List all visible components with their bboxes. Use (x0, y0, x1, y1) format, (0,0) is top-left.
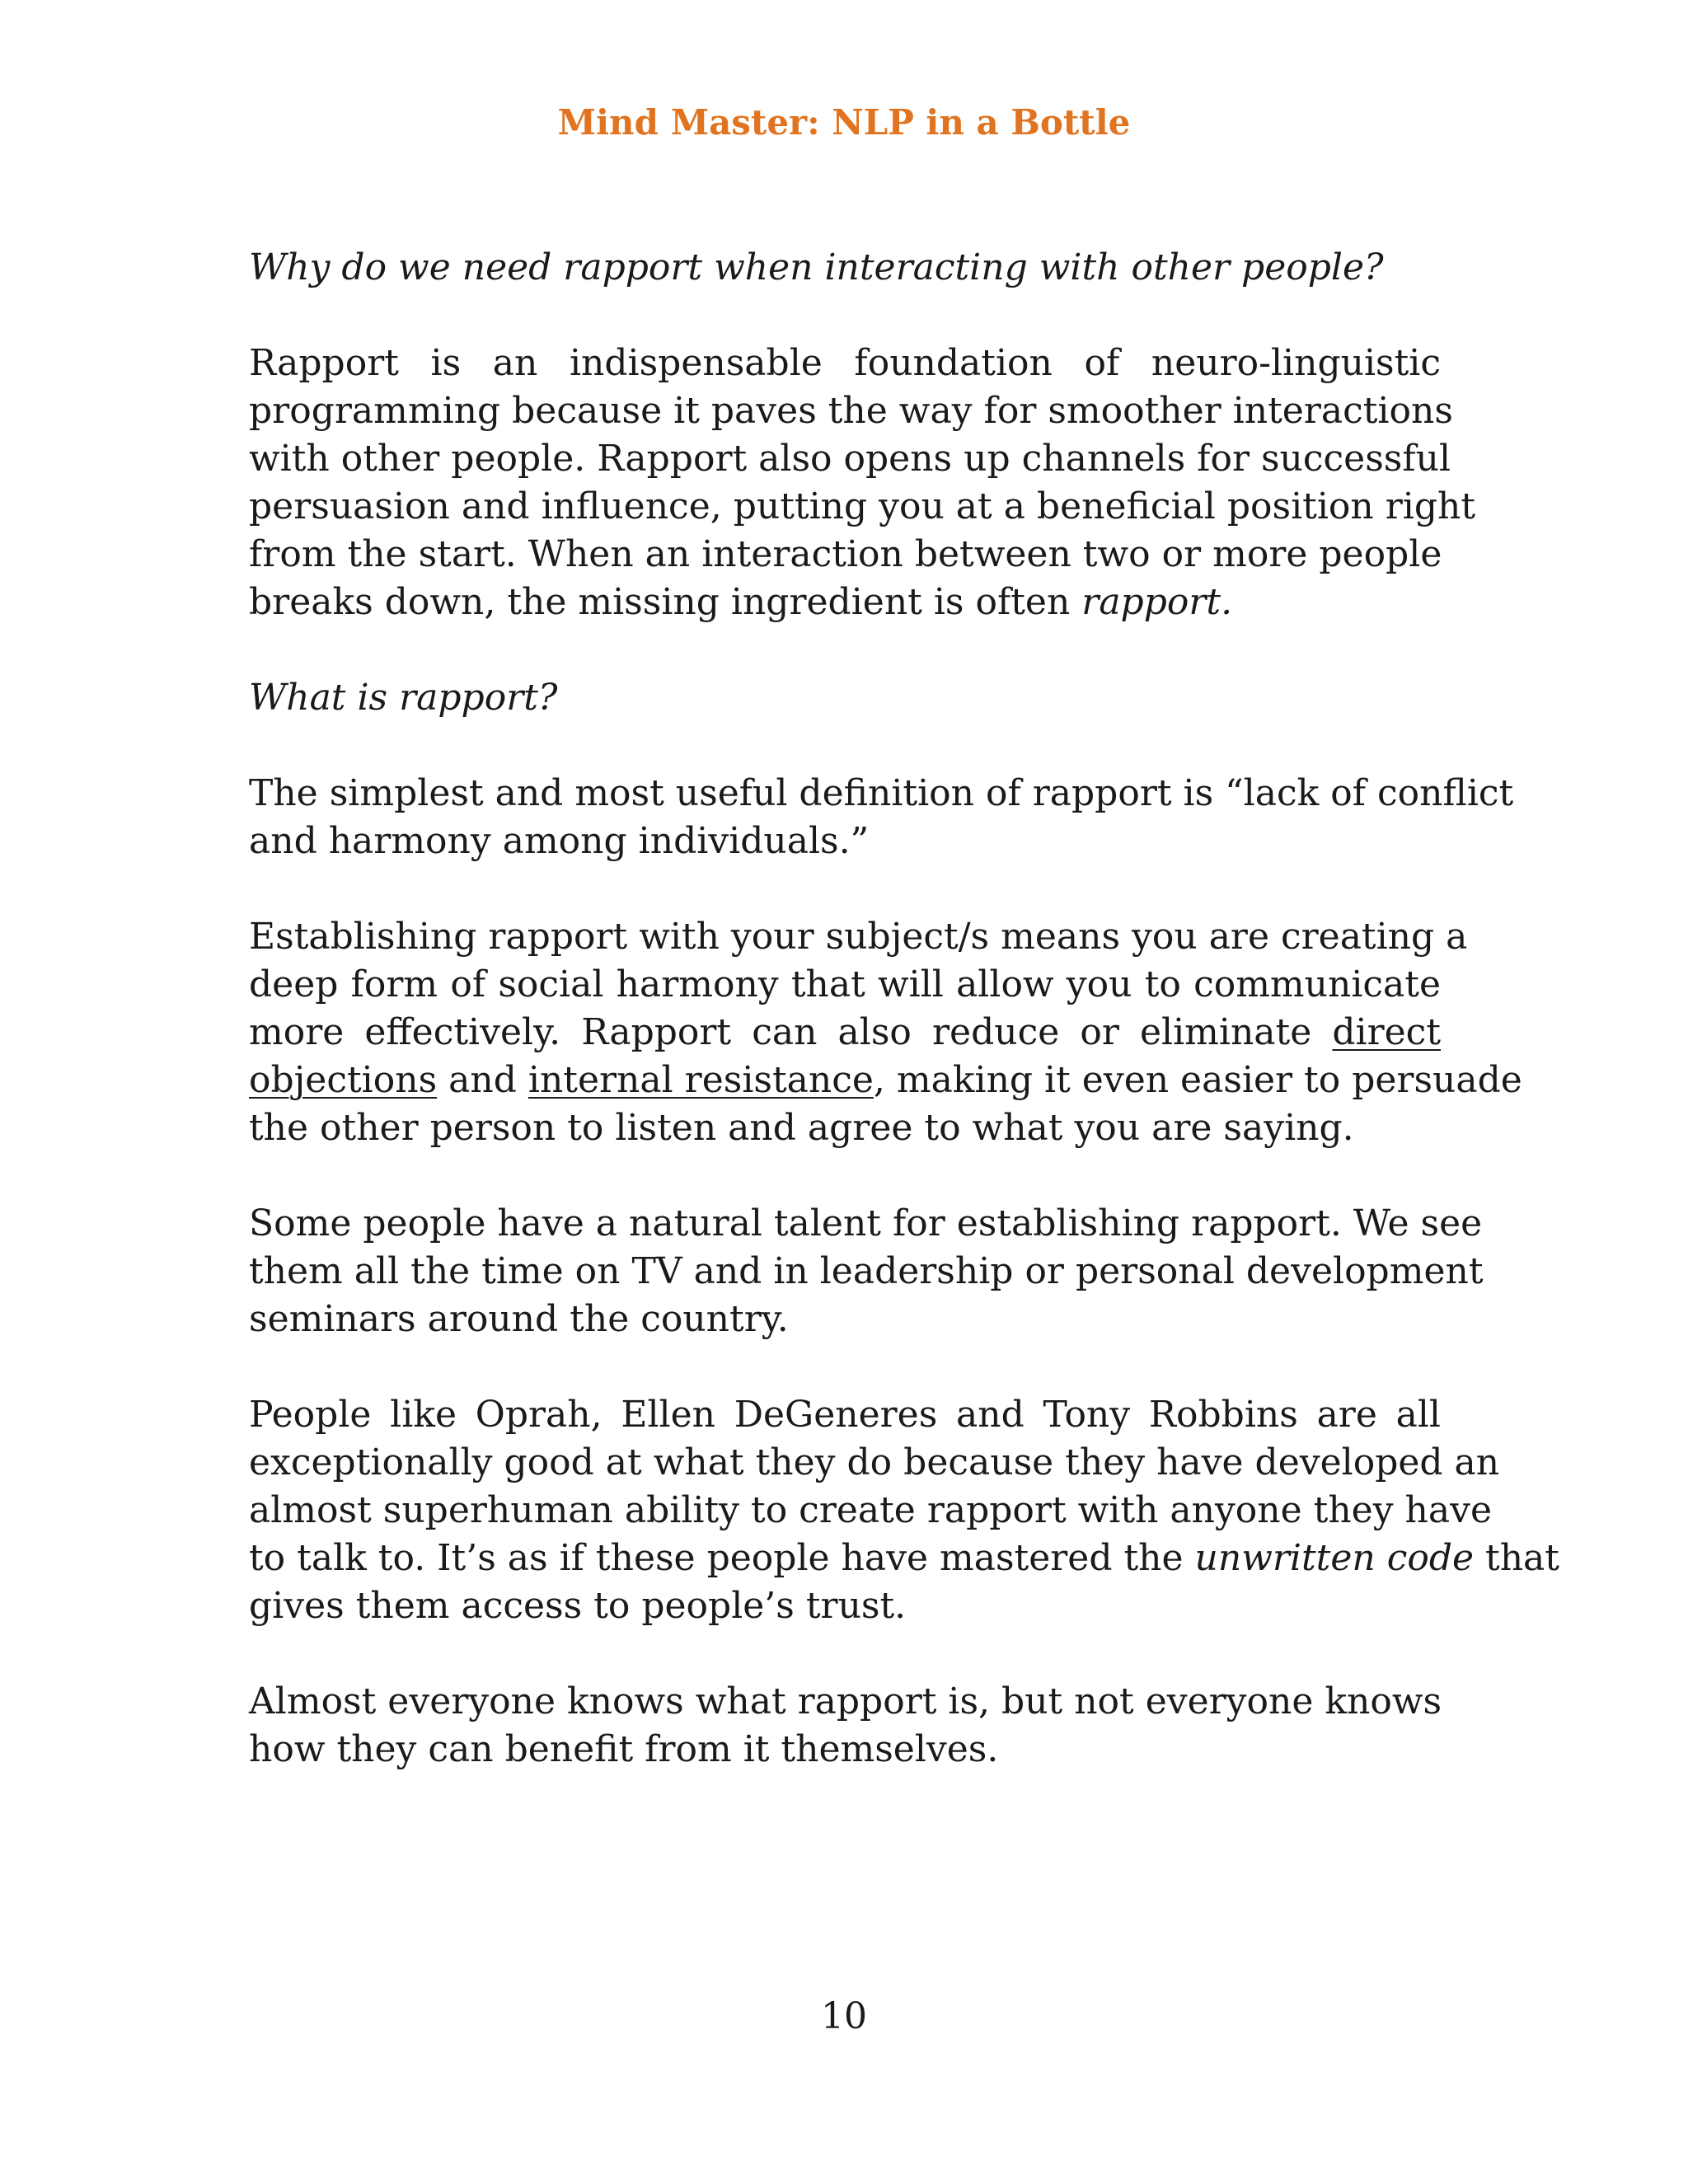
text-run: and (437, 1059, 528, 1101)
text-line (249, 579, 1441, 626)
text-line: with other people. Rapport also opens up channels for successful (249, 438, 1451, 480)
text-line: deep form of social harmony that will allow you to communicate (249, 963, 1441, 1005)
text-line: Some people have a natural talent for establishing rapport. We see (249, 1202, 1483, 1244)
text-line: Establishing rapport with your subject/s means you are creating a (249, 916, 1468, 958)
underlined-term-direct-objections: direct (1332, 1011, 1441, 1053)
question-heading: What is rapport? (249, 677, 558, 719)
text-line (249, 1057, 1522, 1104)
text-line: exceptionally good at what they do because they have developed an (249, 1441, 1500, 1483)
text-line: seminars around the country. (249, 1298, 789, 1340)
question-heading: Why do we need rapport when interacting with other people? (249, 246, 1384, 288)
text-run: , making it even easier to persuade (873, 1059, 1522, 1101)
paragraph (249, 1678, 1441, 1774)
running-header: Mind Master: NLP in a Bottle (557, 102, 1131, 143)
underlined-term-internal-resistance: internal resistance (528, 1059, 874, 1101)
text-run: to talk to. It’s as if these people have mastered the (249, 1537, 1195, 1579)
paragraph (249, 1391, 1559, 1630)
text-line: Almost everyone knows what rapport is, but not everyone knows (249, 1680, 1442, 1722)
emphasis-text: rapport. (1081, 581, 1233, 623)
page-number: 10 (821, 1995, 867, 2037)
text-line: how they can benefit from it themselves. (249, 1728, 999, 1770)
paragraph (249, 340, 1476, 626)
text-line (249, 1535, 1559, 1582)
text-line: from the start. When an interaction between two or more people (249, 533, 1442, 575)
text-run: more effectively. Rapport can also reduce or eliminate (249, 1011, 1333, 1053)
paragraph (249, 913, 1522, 1152)
text-line: gives them access to people’s trust. (249, 1585, 907, 1627)
text-line: programming because it paves the way for smoother interactions (249, 390, 1453, 432)
text-line: the other person to listen and agree to what you are saying. (249, 1107, 1354, 1149)
text-line: them all the time on TV and in leadership or personal development (249, 1250, 1484, 1292)
paragraph (249, 1200, 1484, 1343)
text-run: breaks down, the missing ingredient is often (249, 581, 1082, 623)
text-line: People like Oprah, Ellen DeGeneres and Tony Robbins are all (249, 1394, 1441, 1436)
text-line: persuasion and influence, putting you at a beneficial position right (249, 485, 1476, 527)
underlined-term-objections: objections (249, 1059, 438, 1101)
text-run: that (1474, 1537, 1559, 1579)
emphasis-text: unwritten code (1194, 1537, 1475, 1579)
text-line: almost superhuman ability to create rapport with anyone they have (249, 1489, 1493, 1531)
text-line (249, 1009, 1441, 1057)
text-line: Rapport is an indispensable foundation of neuro-linguistic (249, 342, 1441, 384)
page-body (249, 244, 1559, 1821)
text-line: and harmony among individuals.” (249, 820, 870, 862)
text-line: The simplest and most useful definition of rapport is “lack of conflict (249, 772, 1514, 814)
paragraph (249, 770, 1514, 865)
